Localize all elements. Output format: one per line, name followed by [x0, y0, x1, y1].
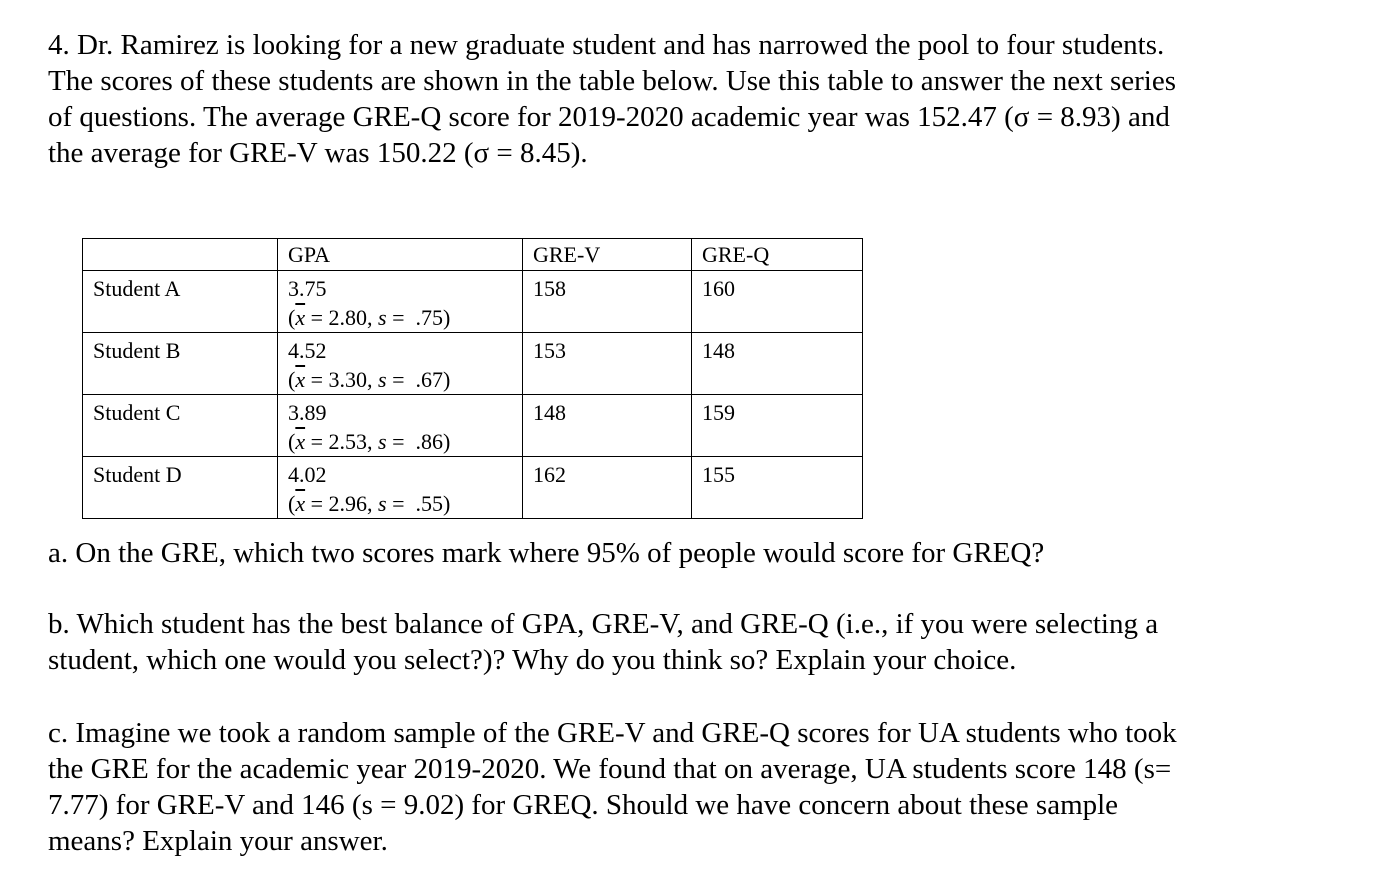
table-row [83, 333, 863, 395]
gpa-cell [278, 457, 523, 519]
gpa-sd: .75 [415, 305, 443, 330]
gpa-value: 4.52 [288, 338, 327, 363]
gpa-stats: ($\overline{x} = 2.80$, s = .75) [288, 305, 451, 330]
gpa-cell [278, 333, 523, 395]
gpa-value: 3.75 [288, 276, 327, 301]
question-b [48, 606, 1348, 678]
gpa-cell [278, 395, 523, 457]
gpa-sd: .55 [415, 491, 443, 516]
problem-statement [48, 27, 1348, 171]
gpa-value: 4.02 [288, 462, 327, 487]
header-cell-gre-q: GRE-Q [692, 239, 863, 271]
gre-q-cell: 160 [692, 271, 863, 333]
question-line: means? Explain your answer. [48, 825, 388, 857]
question-line: the GRE for the academic year 2019-2020. We found that on average, UA students score 148 (s= [48, 753, 1172, 785]
gre-v-cell: 153 [523, 333, 692, 395]
gpa-sd: .67 [415, 367, 443, 392]
header-cell-empty [83, 239, 278, 271]
gpa-stats: ($\overline{x} = 3.30$, s = .67) [288, 367, 451, 392]
gpa-mean: 2.96 [328, 491, 368, 516]
gre-v-cell: 162 [523, 457, 692, 519]
header-cell-gpa: GPA [278, 239, 523, 271]
gpa-stats: ($\overline{x} = 2.96$, s = .55) [288, 491, 451, 516]
gre-v-cell: 148 [523, 395, 692, 457]
question-line: b. Which student has the best balance of GPA, GRE-V, and GRE-Q (i.e., if you were selecting a [48, 608, 1159, 640]
question-c [48, 715, 1348, 859]
problem-line: of questions. The average GRE-Q score for 2019-2020 academic year was 152.47 (σ = 8.93) and [48, 101, 1170, 133]
gpa-value: 3.89 [288, 400, 327, 425]
table-header-row [83, 239, 863, 271]
question-line: student, which one would you select?)? Why do you think so? Explain your choice. [48, 644, 1017, 676]
table-row [83, 395, 863, 457]
gpa-mean: 2.80 [328, 305, 368, 330]
problem-line: the average for GRE-V was 150.22 (σ = 8.45). [48, 137, 588, 169]
gre-q-cell: 159 [692, 395, 863, 457]
student-name-cell: Student D [83, 457, 278, 519]
question-line: 7.77) for GRE-V and 146 (s = 9.02) for GREQ. Should we have concern about these sample [48, 789, 1119, 821]
table-row [83, 457, 863, 519]
gpa-mean: 2.53 [328, 429, 368, 454]
header-cell-gre-v: GRE-V [523, 239, 692, 271]
table-row [83, 271, 863, 333]
gpa-stats: ($\overline{x} = 2.53$, s = .86) [288, 429, 451, 454]
student-name-cell: Student C [83, 395, 278, 457]
student-name-cell: Student B [83, 333, 278, 395]
gpa-sd: .86 [415, 429, 443, 454]
question-line: a. On the GRE, which two scores mark where 95% of people would score for GREQ? [48, 537, 1045, 569]
question-line: c. Imagine we took a random sample of the GRE-V and GRE-Q scores for UA students who took [48, 717, 1177, 749]
problem-line: 4. Dr. Ramirez is looking for a new graduate student and has narrowed the pool to four students. [48, 29, 1165, 61]
question-a [48, 535, 1348, 571]
problem-line: The scores of these students are shown in the table below. Use this table to answer the next series [48, 65, 1176, 97]
student-scores-table [82, 238, 863, 519]
gre-v-cell: 158 [523, 271, 692, 333]
student-name-cell: Student A [83, 271, 278, 333]
gre-q-cell: 148 [692, 333, 863, 395]
gpa-mean: 3.30 [328, 367, 368, 392]
gpa-cell [278, 271, 523, 333]
gre-q-cell: 155 [692, 457, 863, 519]
